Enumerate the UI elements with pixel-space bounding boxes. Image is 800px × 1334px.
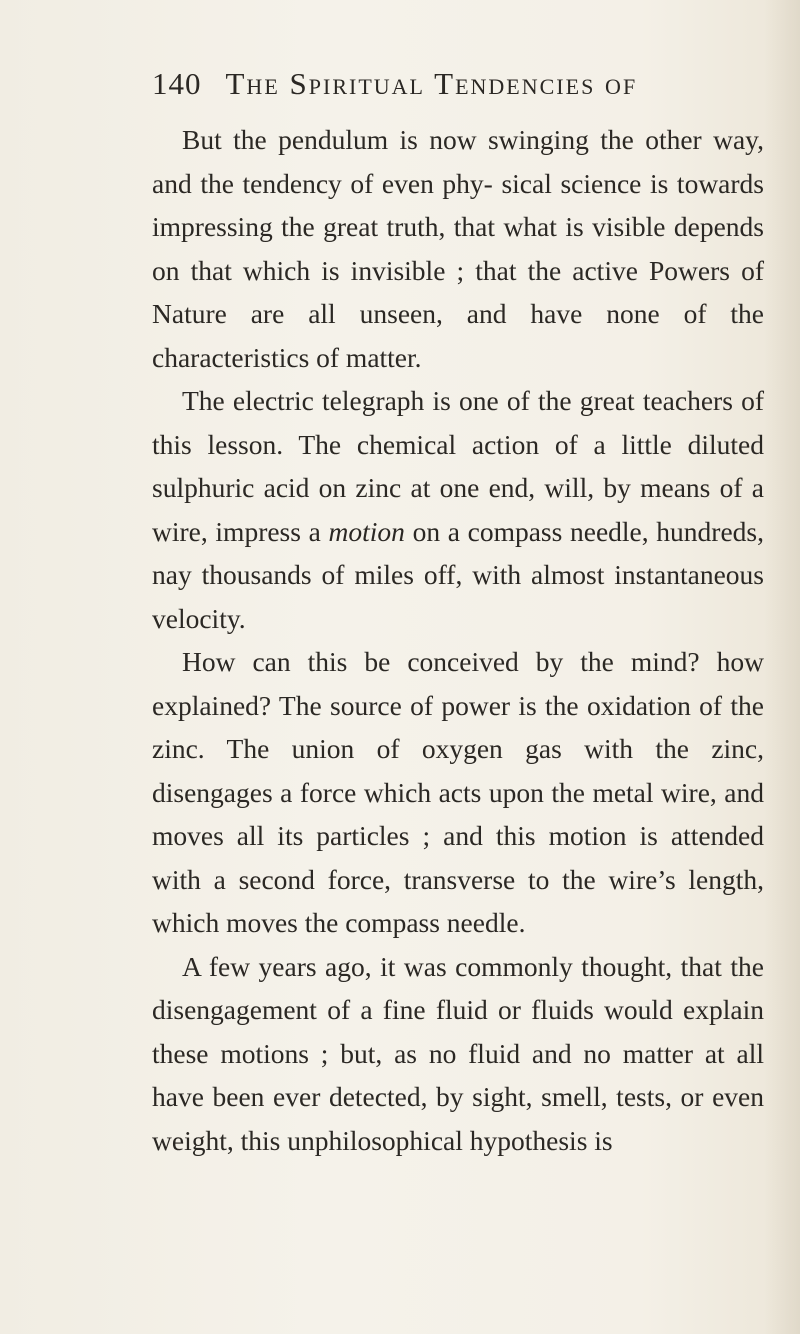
paragraph-2-emphasis: motion [328,515,405,547]
paragraph-3-text: How can this be conceived by the mind? how explained? The source of power is the oxidation of the zinc. The union of oxygen gas with the zinc, disengages a force which acts upon the metal wire, and moves all its particles ; and this motion is attended with a second force, transverse to the wire’s length, which moves the compass needle. [152,646,764,938]
paragraph-1 [152,118,764,379]
paragraph-2-text-start: The electric telegraph is one of the great teachers of this lesson. The chemical action of a little diluted sulphuric acid on zinc at one end, will, by means of a wire, impress a [152,385,764,547]
paragraph-1-text: But the pendulum is now swinging the other way, and the tendency of even phy- sical science is towards impressing the great truth, that what is visible depends on that which is invisible ; that the active Powers of Nature are all unseen, and have none of the characteristics of matter. [152,124,764,373]
paragraph-4 [152,945,764,1163]
running-head [152,62,752,106]
paragraph-3 [152,640,764,945]
running-title: The Spiritual Tendencies of [225,66,638,101]
paragraph-2 [152,379,764,640]
page-number: 140 [152,66,202,101]
body-text [152,118,764,1162]
paragraph-2-text-end: on a compass needle, hundreds, nay thousands of miles off, with almost instantaneous velocity. [152,515,764,634]
paragraph-4-text: A few years ago, it was commonly thought, that the disengagement of a fine fluid or fluids would explain these motions ; but, as no fluid and no matter at all have been ever detected, by sight, smell, tests, or even weight, this unphilosophical hypothesis is [152,950,764,1156]
page-edge-shadow [764,0,800,1334]
